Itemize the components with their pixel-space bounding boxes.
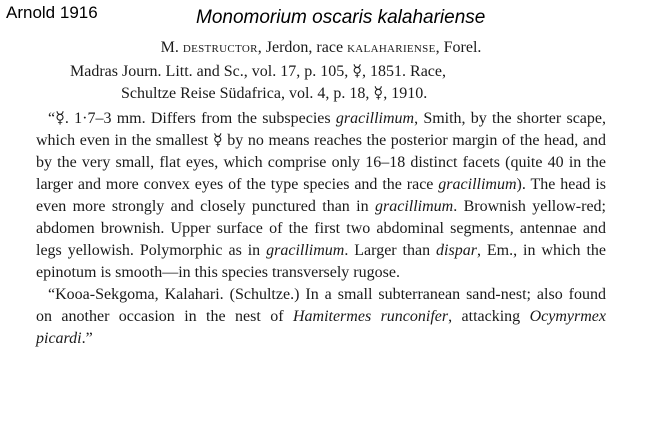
reference-line-1: Madras Journ. Litt. and Sc., vol. 17, p. 105, ☿, 1851. Race, xyxy=(70,63,446,80)
text-run: , attacking xyxy=(448,308,530,325)
locality-paragraph xyxy=(36,284,606,350)
race-name: kalahariense xyxy=(347,39,436,56)
text-run: . Brownish yellow-red; abdomen brownish. Upper surface of the first two abdominal segments, antennae and legs yellowish. Polymorphic as in xyxy=(36,198,606,259)
italic-taxon: gracillimum xyxy=(375,198,454,215)
italic-taxon: dispar xyxy=(436,242,477,259)
reference-line-2: Schultze Reise Südafrica, vol. 4, p. 18, ☿, 1910. xyxy=(121,85,428,102)
text-run: “Kooa-Sekgoma, Kalahari. (Schultze.) In a small subterranean sand-nest; also found on another occasion in the nest of xyxy=(36,286,606,325)
italic-taxon: gracillimum xyxy=(266,242,345,259)
text-run: ). The head is even more strongly and closely punctured than in xyxy=(36,176,606,215)
text-run: .” xyxy=(81,330,93,347)
species-name: destructor xyxy=(182,39,258,56)
description-paragraph xyxy=(36,108,606,284)
italic-taxon: gracillimum xyxy=(335,110,415,127)
text-run: , Em., in which the epinotum is smooth—in this species transversely rugose. xyxy=(36,242,607,281)
text-run: , Smith, by the shorter scape, which even in the smallest ☿ by no means reaches the posterior margin of the head, and by the very small, flat eyes, which comprise only 16–18 distinct facets (quite 40 in the larger and more convex eyes of the type species and the race xyxy=(36,110,606,193)
text-run: “☿. 1·7–3 mm. Differs from the subspecies xyxy=(48,110,336,127)
text-run: . Larger than xyxy=(344,242,437,259)
references xyxy=(36,61,606,105)
citation-label: Arnold 1916 xyxy=(6,3,98,22)
species-author: , Jerdon, race xyxy=(257,39,348,56)
italic-taxon: Hamitermes runconifer xyxy=(292,308,449,325)
species-heading xyxy=(36,37,606,59)
italic-taxon: Ocymyrmex picardi xyxy=(36,308,606,347)
race-author: , Forel. xyxy=(435,39,482,56)
genus-abbrev: M. xyxy=(160,39,179,56)
taxon-title: Monomorium oscaris kalahariense xyxy=(196,7,486,28)
italic-taxon: gracillimum xyxy=(438,176,517,193)
species-account xyxy=(36,37,606,350)
